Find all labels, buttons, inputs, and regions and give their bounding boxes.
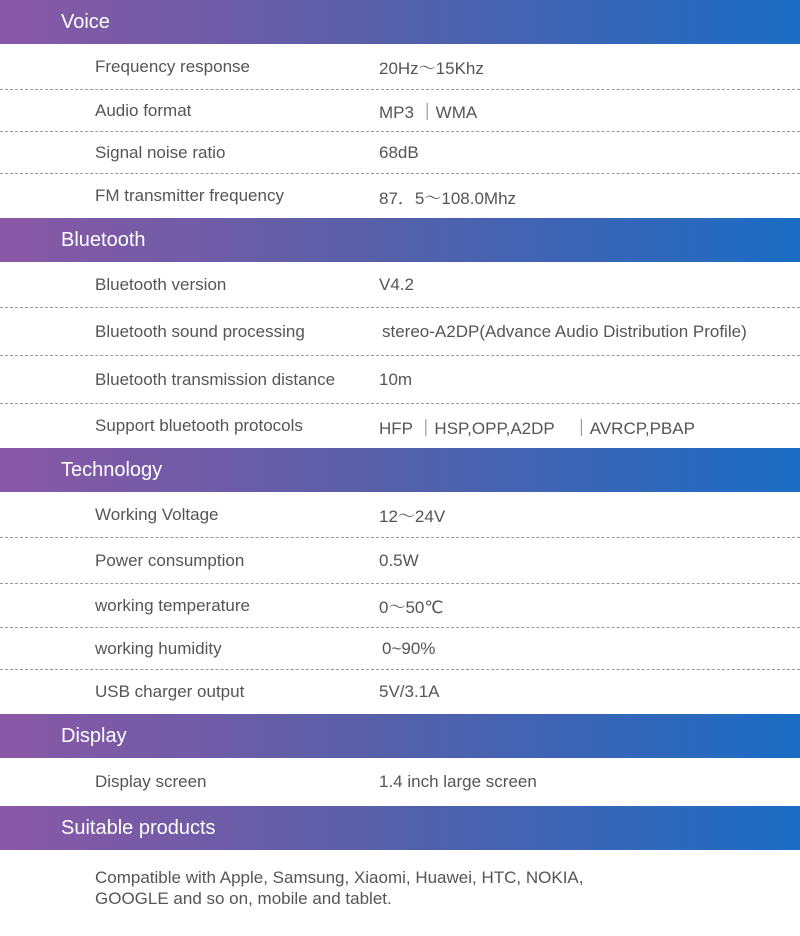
spec-row [0,670,800,714]
section-header-technology [0,448,800,492]
spec-row [0,584,800,628]
spec-value: 20Hz～15Khz [379,59,484,78]
spec-value-part: ｜AVRCP,PBAP [572,418,695,438]
spec-row [0,90,800,132]
spec-label: working humidity [95,638,222,658]
spec-value: V4.2 [379,274,414,294]
spec-row [0,174,800,218]
spec-row [0,308,800,356]
spec-label: Bluetooth transmission distance [95,369,336,389]
section-header-bluetooth [0,218,800,262]
spec-label: Support bluetooth protocols [95,416,303,435]
spec-label: working temperature [95,595,250,615]
section-title: Technology [61,459,163,481]
spec-value-part: HFP ｜HSP,OPP,A2DP [379,418,555,438]
spec-row [0,492,800,538]
spec-value: stereo-A2DP(Advance Audio Distribution Profile) [382,321,747,341]
section-title: Display [61,725,127,747]
spec-row [0,356,800,404]
spec-value: 0～50℃ [379,598,444,617]
section-title: Bluetooth [61,229,146,251]
spec-value [379,404,695,448]
spec-value: 0~90% [382,638,436,658]
spec-label: FM transmitter frequency [95,186,284,205]
section-header-display [0,714,800,758]
spec-label: Power consumption [95,550,245,570]
compatibility-note-line: Compatible with Apple, Samsung, Xiaomi, Huawei, HTC, NOKIA, [95,868,584,887]
section-title: Suitable products [61,817,216,839]
spec-label: Signal noise ratio [95,142,226,162]
spec-row [0,628,800,670]
spec-row [0,538,800,584]
spec-label: Frequency response [95,56,250,76]
section-header-voice [0,0,800,44]
compatibility-note-line: GOOGLE and so on, mobile and tablet. [95,889,392,908]
spec-value: 87．5～108.0Mhz [379,188,517,208]
section-header-suitable-products [0,806,800,850]
spec-value: 0.5W [379,550,419,570]
spec-row [0,404,800,448]
section-title: Voice [61,11,110,33]
spec-row [0,132,800,174]
spec-value: MP3 ｜WMA [379,103,478,122]
spec-value: 5V/3.1A [379,682,440,701]
compatibility-note [95,867,655,909]
spec-row [0,758,800,806]
spec-label: Display screen [95,772,207,791]
spec-label: Bluetooth version [95,274,227,294]
spec-label: Working Voltage [95,504,219,524]
spec-value: 1.4 inch large screen [379,772,537,791]
spec-value: 12～24V [379,507,446,526]
spec-row [0,44,800,90]
spec-value: 68dB [379,142,419,162]
spec-row [0,262,800,308]
spec-label: Bluetooth sound processing [95,321,305,341]
spec-label: Audio format [95,100,192,120]
spec-value: 10m [379,369,413,389]
spec-label: USB charger output [95,682,245,701]
